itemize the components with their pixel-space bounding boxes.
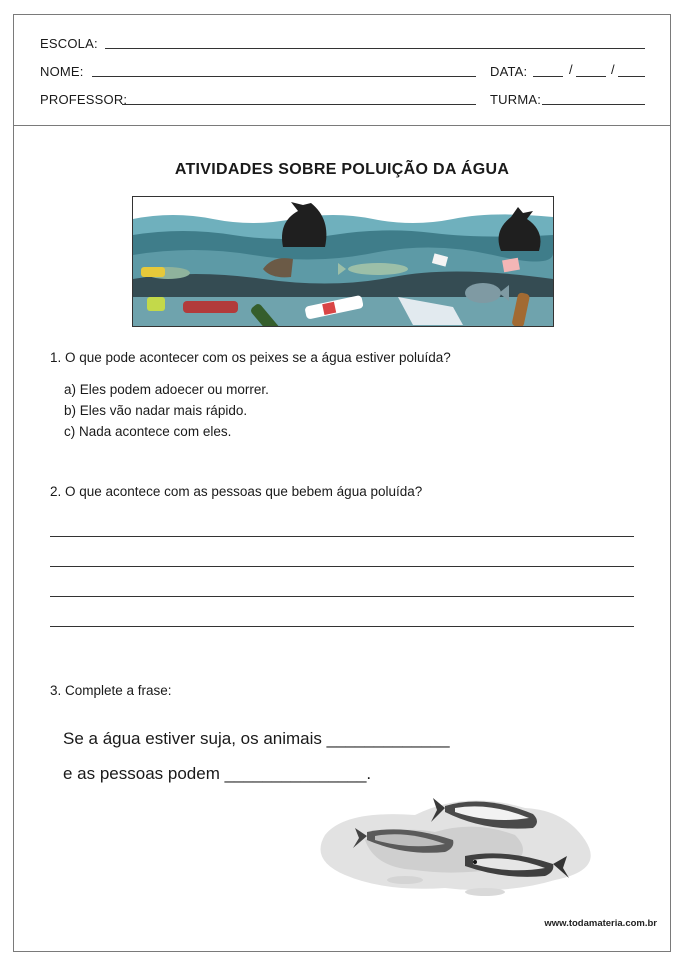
answer-line[interactable] <box>50 626 634 627</box>
footer-website[interactable]: www.todamateria.com.br <box>544 918 657 929</box>
question-1: 1. O que pode acontecer com os peixes se a água estiver poluída? <box>50 350 451 365</box>
answer-line[interactable] <box>50 536 634 537</box>
header-form <box>14 15 670 126</box>
class-label: TURMA: <box>490 92 542 107</box>
date-separator: / <box>611 62 615 77</box>
school-label: ESCOLA: <box>40 36 98 51</box>
date-label: DATA: <box>490 64 528 79</box>
option-b[interactable]: b) Eles vão nadar mais rápido. <box>64 403 248 418</box>
class-field[interactable] <box>542 104 645 105</box>
date-month-field[interactable] <box>576 76 606 77</box>
question-3: 3. Complete a frase: <box>50 683 172 698</box>
name-label: NOME: <box>40 64 84 79</box>
option-a[interactable]: a) Eles podem adoecer ou morrer. <box>64 382 269 397</box>
date-separator: / <box>569 62 573 77</box>
polluted-water-illustration <box>132 196 554 327</box>
option-c[interactable]: c) Nada acontece com eles. <box>64 424 232 439</box>
page-title: ATIVIDADES SOBRE POLUIÇÃO DA ÁGUA <box>174 161 510 178</box>
answer-line[interactable] <box>50 596 634 597</box>
fill-in-sentence-2[interactable]: e as pessoas podem _______________. <box>63 764 372 783</box>
teacher-label: PROFESSOR: <box>40 92 128 107</box>
name-field[interactable] <box>92 76 476 77</box>
question-2: 2. O que acontece com as pessoas que bebem água poluída? <box>50 484 423 499</box>
date-day-field[interactable] <box>533 76 563 77</box>
teacher-field[interactable] <box>122 104 476 105</box>
school-field[interactable] <box>105 48 645 49</box>
date-year-field[interactable] <box>618 76 645 77</box>
fill-in-sentence-1[interactable]: Se a água estiver suja, os animais _____________ <box>63 729 450 748</box>
dead-fish-illustration <box>305 780 600 900</box>
answer-line[interactable] <box>50 566 634 567</box>
